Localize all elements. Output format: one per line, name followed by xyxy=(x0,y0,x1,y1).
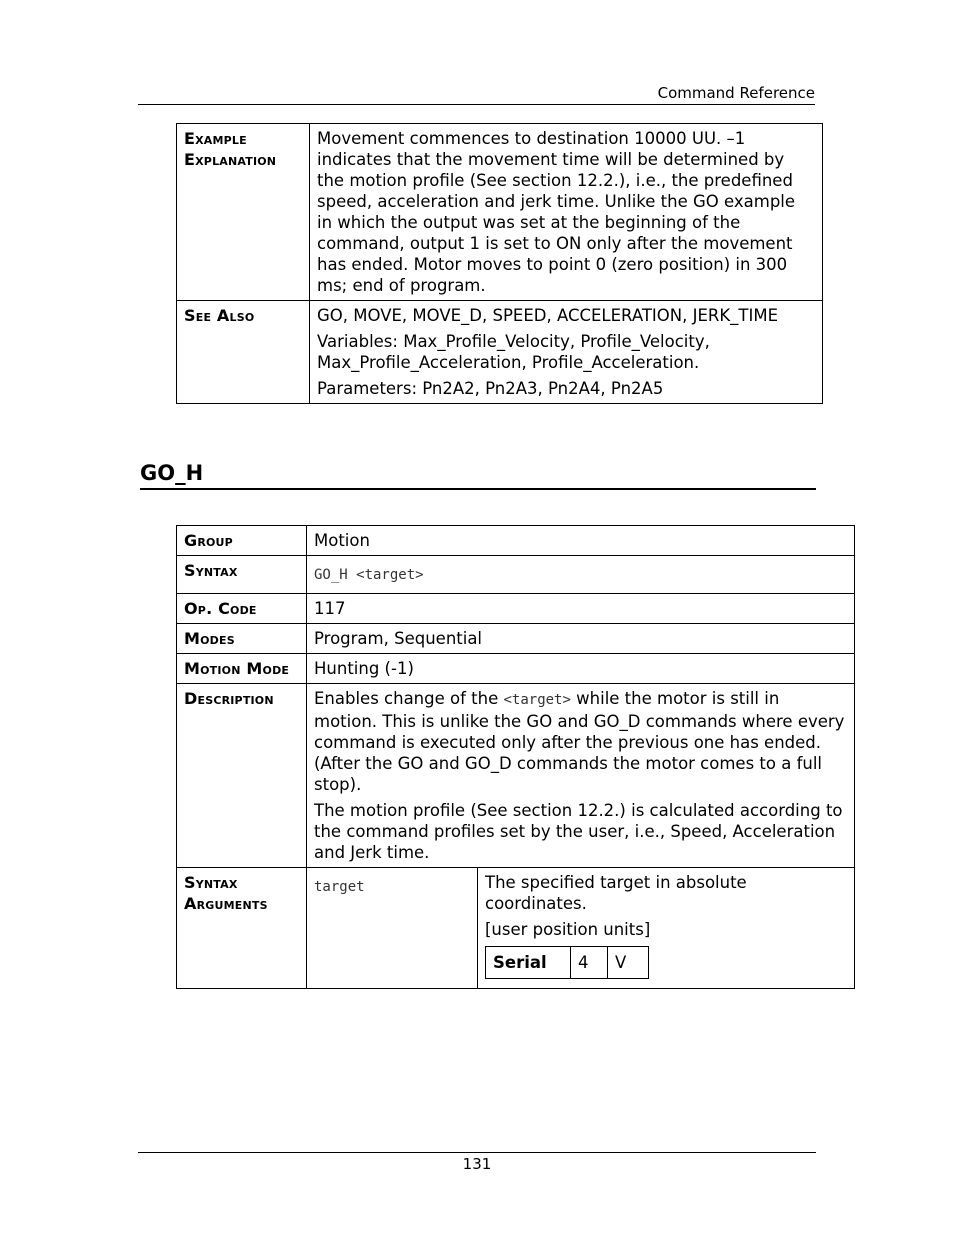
opcode-row xyxy=(177,594,855,624)
example-explanation-row xyxy=(177,124,823,301)
go-command-table xyxy=(176,123,823,404)
argument-units: [user position units] xyxy=(485,920,651,939)
description-label: Description xyxy=(177,684,307,868)
serial-info-row xyxy=(486,947,649,979)
syntax-arguments-row xyxy=(177,868,855,989)
example-explanation-label: Example Explanation xyxy=(177,124,310,301)
argument-description: The specified target in absolute coordinates. xyxy=(485,873,747,913)
argument-name xyxy=(307,868,478,989)
group-row xyxy=(177,526,855,556)
syntax-arguments-label: Syntax Arguments xyxy=(177,868,307,989)
description-row xyxy=(177,684,855,868)
modes-row xyxy=(177,624,855,654)
description-content xyxy=(307,684,855,868)
see-also-commands: GO, MOVE, MOVE_D, SPEED, ACCELERATION, JERK_TIME xyxy=(317,306,779,325)
footer-rule xyxy=(138,1152,816,1153)
syntax-label: Syntax xyxy=(177,556,307,594)
argument-details xyxy=(478,868,855,989)
serial-label: Serial xyxy=(486,947,571,979)
serial-size: 4 xyxy=(571,947,608,979)
see-also-label: See Also xyxy=(177,301,310,404)
see-also-content xyxy=(310,301,823,404)
section-title: GO_H xyxy=(140,460,816,490)
see-also-row xyxy=(177,301,823,404)
opcode-label: Op. Code xyxy=(177,594,307,624)
see-also-parameters: Parameters: Pn2A2, Pn2A3, Pn2A4, Pn2A5 xyxy=(317,379,664,398)
motion-mode-label: Motion Mode xyxy=(177,654,307,684)
syntax-row xyxy=(177,556,855,594)
description-text-start: Enables change of the xyxy=(314,689,504,708)
motion-mode-row xyxy=(177,654,855,684)
modes-value: Program, Sequential xyxy=(307,624,855,654)
syntax-value xyxy=(307,556,855,594)
serial-info-table xyxy=(485,946,649,979)
group-value: Motion xyxy=(307,526,855,556)
opcode-value: 117 xyxy=(307,594,855,624)
serial-type: V xyxy=(608,947,649,979)
example-explanation-text: Movement commences to destination 10000 UU. –1 indicates that the movement time will be determined by the motion profile (See section 12.2.), i.e., the predefined speed, acceleration and jerk time. Unlike the GO example in which the output was set at the beginning of the command, output 1 is set to ON only after the movement has ended. Motor moves to point 0 (zero position) in 300 ms; end of program. xyxy=(310,124,823,301)
argument-name-code: target xyxy=(314,879,365,895)
description-target-code: <target> xyxy=(503,692,571,708)
motion-mode-value: Hunting (-1) xyxy=(307,654,855,684)
go-h-command-table xyxy=(176,525,855,989)
group-label: Group xyxy=(177,526,307,556)
modes-label: Modes xyxy=(177,624,307,654)
description-text-end: while the motor is still in motion. This is unlike the GO and GO_D commands where every command is executed only after the previous one has ended. (After the GO and GO_D commands the motor comes to a full stop). xyxy=(314,689,845,794)
description-paragraph-1 xyxy=(314,688,847,795)
description-paragraph-2: The motion profile (See section 12.2.) is calculated according to the command profiles set by the user, i.e., Speed, Acceleration and Jerk time. xyxy=(314,801,843,862)
page-number: 131 xyxy=(462,1155,492,1173)
see-also-variables: Variables: Max_Profile_Velocity, Profile_Velocity, Max_Profile_Acceleration, Profile_Acceleration. xyxy=(317,332,710,372)
syntax-code: GO_H <target> xyxy=(314,567,424,583)
running-header: Command Reference xyxy=(138,84,815,105)
